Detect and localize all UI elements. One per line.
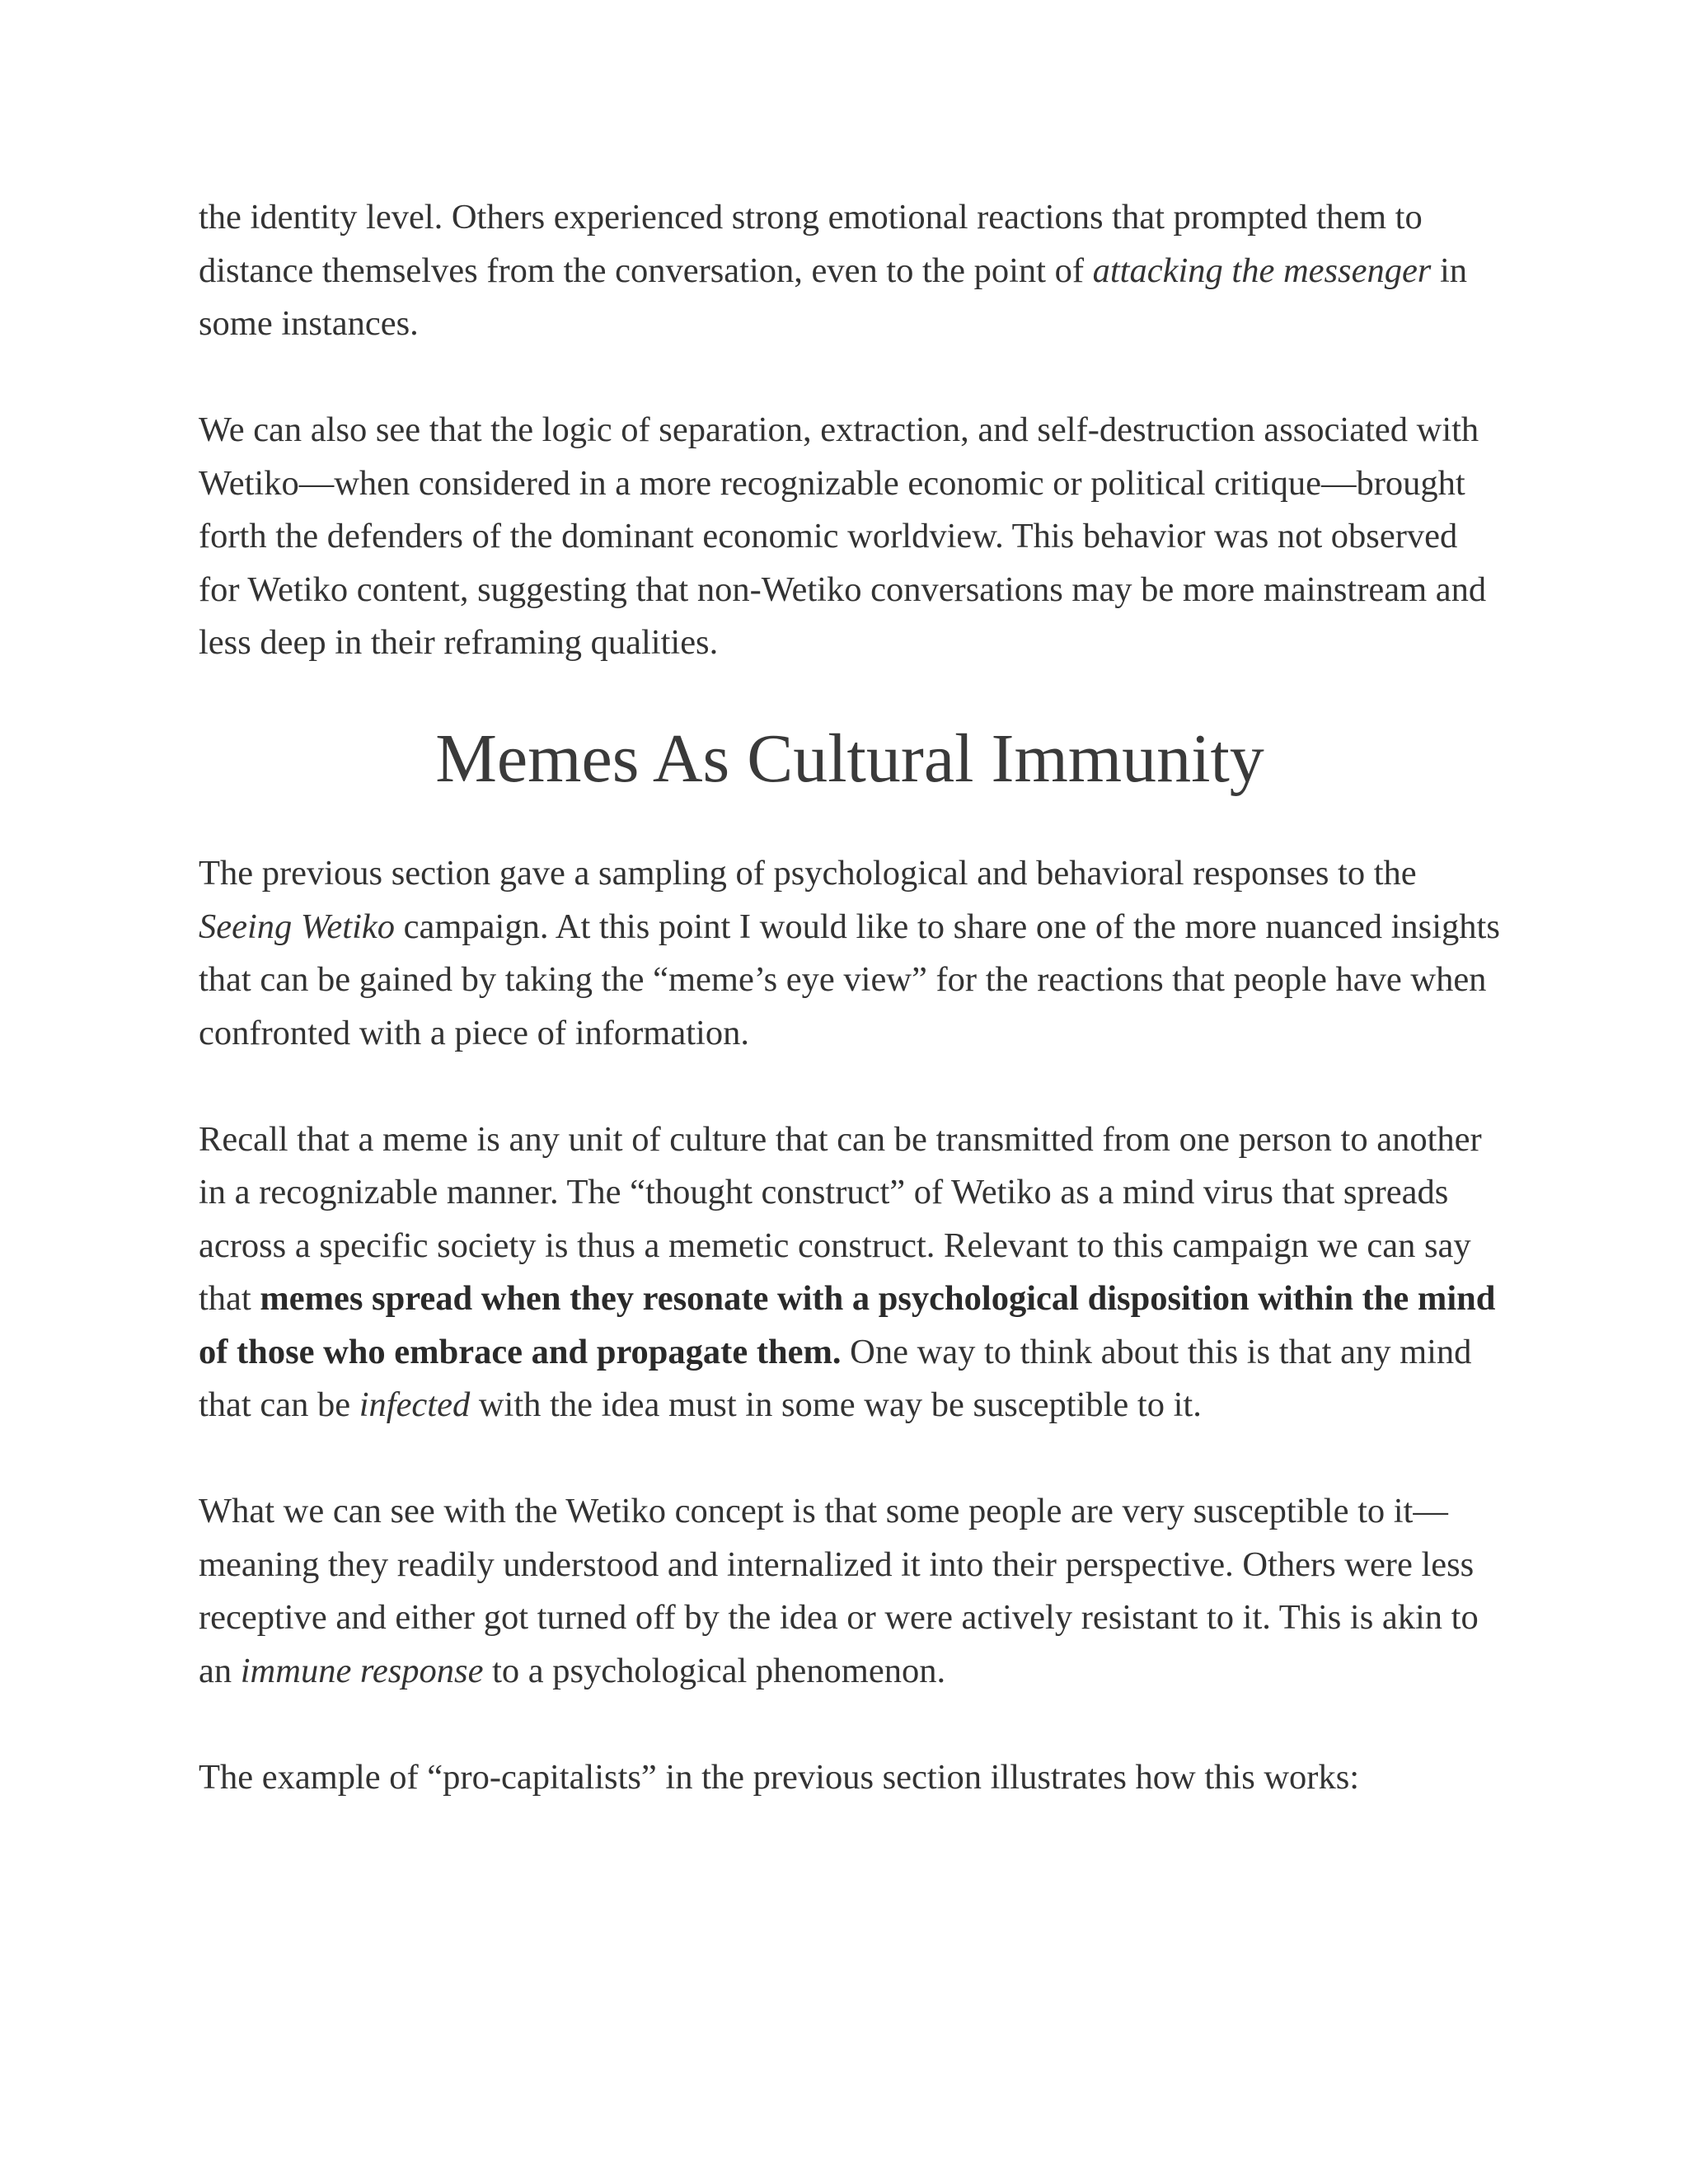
paragraph-text: We can also see that the logic of separation, extraction, and self-destruction associated with Wetiko—when considered in a more recognizable economic or political critique—brought forth the defenders of the dominant economic worldview. This behavior was not observed for Wetiko content, suggesting that non-Wetiko conversations may be more mainstream and less deep in their reframing qualities. (199, 410, 1487, 662)
paragraph-text: What we can see with the Wetiko concept is that some people are very susceptible to it—meaning they readily understood and internalized it into their perspective. Others were less receptive and either got turned off by the idea or were actively resistant to it. This is akin to an (199, 1492, 1479, 1690)
italic-text: attacking the messenger (1092, 251, 1432, 290)
paragraph-text: The previous section gave a sampling of psychological and behavioral responses to the (199, 854, 1417, 893)
paragraph-text: in some instances. (199, 251, 1468, 343)
paragraph-text: the identity level. Others experienced strong emotional reactions that prompted them to distance themselves from the conversation, even to the point of (199, 198, 1423, 290)
paragraph-previous-section (199, 847, 1501, 1060)
paragraph-pro-capitalists (199, 1751, 1501, 1805)
paragraph-text: The example of “pro-capitalists” in the previous section illustrates how this works: (199, 1757, 1360, 1797)
document-body (199, 191, 1501, 1804)
paragraph-susceptible (199, 1485, 1501, 1698)
paragraph-recall-meme (199, 1113, 1501, 1432)
italic-text: immune response (240, 1651, 484, 1690)
paragraph-logic-of-separation (199, 404, 1501, 670)
italic-text: infected (359, 1385, 471, 1424)
paragraph-text: with the idea must in some way be susceptible to it. (470, 1385, 1202, 1424)
section-heading: Memes As Cultural Immunity (435, 720, 1264, 797)
paragraph-text: to a psychological phenomenon. (483, 1651, 946, 1690)
paragraph-text: Recall that a meme is any unit of culture that can be transmitted from one person to another in a recognizable manner. The “thought construct” of Wetiko as a mind virus that spreads across a specific society is thus a memetic construct. Relevant to this campaign we can say that (199, 1119, 1482, 1318)
italic-text: Seeing Wetiko (199, 907, 396, 946)
paragraph-text: campaign. At this point I would like to share one of the more nuanced insights that can be gained by taking the “meme’s eye view” for the reactions that people have when confronted with a piece of information. (199, 907, 1500, 1052)
paragraph-identity-level (199, 191, 1501, 351)
bold-text: memes spread when they resonate with a psychological disposition within the mind of those who embrace and propagate them. (199, 1279, 1496, 1371)
paragraph-text: One way to think about this is that any mind that can be (199, 1332, 1472, 1424)
